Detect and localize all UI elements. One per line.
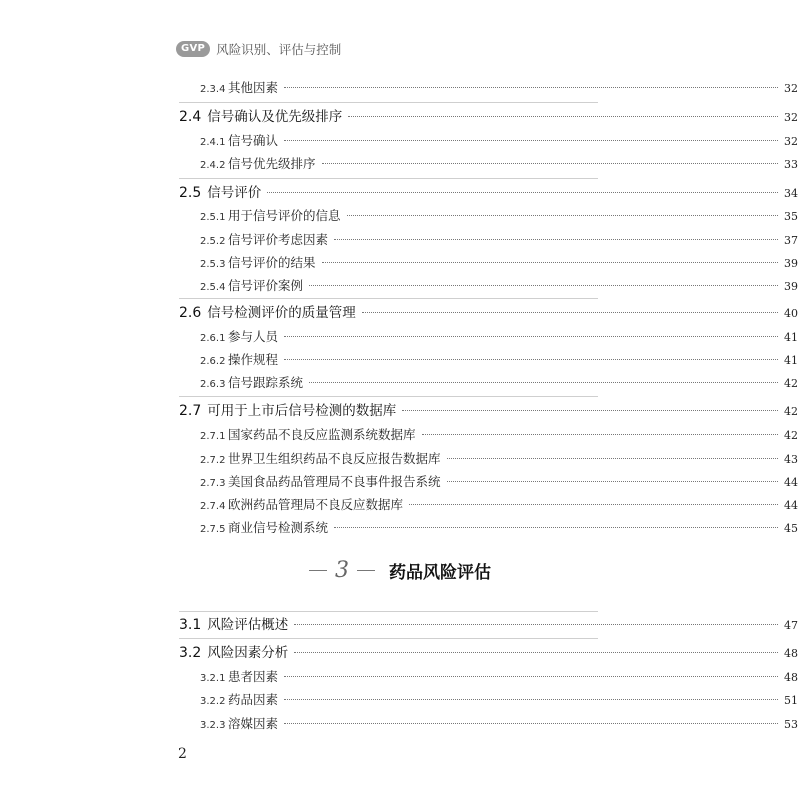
dot-leader (347, 215, 778, 216)
dot-leader (348, 116, 778, 117)
toc-entry-number: 3.2.1 (200, 673, 226, 684)
toc-entry-page: 41 (784, 331, 798, 344)
toc-entry-number: 2.6.3 (200, 379, 226, 390)
gvp-logo: GVP (176, 41, 210, 57)
toc-entry-number: 2.7.2 (200, 455, 226, 466)
toc-section-title: 可用于上市后信号检测的数据库 (207, 403, 397, 419)
toc-section-page: 48 (784, 647, 798, 660)
toc-entry-title: 信号评价案例 (228, 278, 304, 293)
chapter-title: 药品风险评估 (389, 563, 491, 583)
chapter-dash-right (357, 570, 375, 571)
toc-entry-page: 42 (784, 377, 798, 390)
toc-section-page: 42 (784, 405, 798, 418)
toc-entry-title: 国家药品不良反应监测系统数据库 (228, 427, 416, 442)
toc-entry-number: 2.4.1 (200, 137, 226, 148)
dot-leader (284, 336, 778, 337)
dot-leader (309, 285, 778, 286)
section-divider (179, 638, 598, 639)
toc-entry-number: 2.4.2 (200, 160, 226, 171)
toc-section-number: 3.1 (179, 617, 202, 633)
toc-entry-title: 信号评价考虑因素 (228, 232, 329, 247)
toc-entry[interactable] (0, 276, 798, 296)
toc-section-number: 2.4 (179, 109, 202, 125)
toc-entry-page: 32 (784, 82, 798, 95)
toc-entry-title: 美国食品药品管理局不良事件报告系统 (228, 474, 441, 489)
toc-entry-number: 2.3.4 (200, 84, 226, 95)
dot-leader (309, 382, 778, 383)
toc-section-number: 2.7 (179, 403, 202, 419)
toc-entry[interactable] (0, 495, 798, 515)
toc-entry-number: 2.7.3 (200, 478, 226, 489)
dot-leader (294, 652, 778, 653)
dot-leader (284, 723, 778, 724)
chapter-dash-left (309, 570, 327, 571)
toc-entry-title: 操作规程 (228, 352, 279, 367)
toc-entry-title: 世界卫生组织药品不良反应报告数据库 (228, 451, 441, 466)
dot-leader (422, 434, 778, 435)
toc-entry-page: 39 (784, 257, 798, 270)
dot-leader (284, 87, 778, 88)
toc-entry-page: 39 (784, 280, 798, 293)
section-divider (179, 102, 598, 103)
toc-entry-title: 用于信号评价的信息 (228, 208, 341, 223)
toc-entry-title: 参与人员 (228, 329, 279, 344)
toc-entry[interactable] (0, 667, 798, 687)
toc-entry[interactable] (0, 206, 798, 226)
toc-section-number: 2.5 (179, 185, 202, 201)
dot-leader (334, 239, 778, 240)
toc-entry-page: 33 (784, 158, 798, 171)
toc-entry-number: 2.5.1 (200, 212, 226, 223)
toc-section[interactable] (0, 301, 798, 321)
toc-entry-page: 45 (784, 522, 798, 535)
toc-entry-number: 3.2.3 (200, 720, 226, 731)
toc-entry-title: 欧洲药品管理局不良反应数据库 (228, 497, 404, 512)
dot-leader (284, 699, 778, 700)
toc-entry-page: 37 (784, 234, 798, 247)
toc-section-page: 47 (784, 619, 798, 632)
toc-entry-page: 44 (784, 476, 798, 489)
toc-section-title: 信号检测评价的质量管理 (207, 305, 356, 321)
toc-section-page: 32 (784, 111, 798, 124)
section-divider (179, 298, 598, 299)
toc-entry-number: 2.5.4 (200, 282, 226, 293)
toc-section[interactable] (0, 641, 798, 661)
toc-entry-title: 信号评价的结果 (228, 255, 316, 270)
running-header (176, 40, 341, 58)
toc-entry[interactable] (0, 518, 798, 538)
toc-entry-title: 药品因素 (228, 692, 279, 707)
toc-section-number: 3.2 (179, 645, 202, 661)
toc-entry-number: 2.5.2 (200, 236, 226, 247)
toc-section-page: 40 (784, 307, 798, 320)
toc-section-page: 34 (784, 187, 798, 200)
toc-entry-page: 44 (784, 499, 798, 512)
page-number: 2 (178, 746, 187, 762)
toc-section-title: 信号确认及优先级排序 (207, 109, 343, 125)
toc-entry-title: 其他因素 (228, 80, 279, 95)
toc-entry[interactable] (0, 131, 798, 151)
toc-section-title: 风险评估概述 (207, 617, 289, 633)
toc-entry-title: 商业信号检测系统 (228, 520, 329, 535)
toc-entry[interactable] (0, 350, 798, 370)
toc-entry[interactable] (0, 714, 798, 734)
toc-entry-title: 信号确认 (228, 133, 279, 148)
toc-entry-page: 53 (784, 718, 798, 731)
toc-entry[interactable] (0, 472, 798, 492)
toc-entry[interactable] (0, 425, 798, 445)
toc-entry[interactable] (0, 253, 798, 273)
toc-entry[interactable] (0, 154, 798, 174)
toc-section-number: 2.6 (179, 305, 202, 321)
running-header-title: 风险识别、评估与控制 (216, 42, 342, 57)
toc-entry-page: 42 (784, 429, 798, 442)
dot-leader (284, 359, 778, 360)
toc-entry-page: 35 (784, 210, 798, 223)
dot-leader (294, 624, 778, 625)
toc-entry[interactable] (0, 78, 798, 98)
section-divider (179, 611, 598, 612)
toc-section-title: 信号评价 (207, 185, 262, 201)
dot-leader (447, 458, 778, 459)
dot-leader (284, 676, 778, 677)
dot-leader (267, 192, 778, 193)
dot-leader (447, 481, 778, 482)
toc-entry[interactable] (0, 373, 798, 393)
toc-section[interactable] (0, 399, 798, 419)
toc-entry-number: 3.2.2 (200, 696, 226, 707)
toc-entry[interactable] (0, 690, 798, 710)
toc-entry-page: 43 (784, 453, 798, 466)
toc-entry-page: 48 (784, 671, 798, 684)
dot-leader (322, 163, 778, 164)
toc-entry-number: 2.7.4 (200, 501, 226, 512)
toc-entry[interactable] (0, 230, 798, 250)
toc-entry-number: 2.6.1 (200, 333, 226, 344)
toc-entry-number: 2.5.3 (200, 259, 226, 270)
toc-entry-number: 2.6.2 (200, 356, 226, 367)
toc-section[interactable] (0, 181, 798, 201)
dot-leader (334, 527, 778, 528)
section-divider (179, 396, 598, 397)
chapter-heading (0, 558, 800, 583)
dot-leader (409, 504, 778, 505)
toc-entry[interactable] (0, 449, 798, 469)
dot-leader (362, 312, 778, 313)
toc-entry-title: 信号优先级排序 (228, 156, 316, 171)
dot-leader (402, 410, 778, 411)
toc-entry-page: 51 (784, 694, 798, 707)
section-divider (179, 178, 598, 179)
toc-entry-number: 2.7.5 (200, 524, 226, 535)
toc-entry[interactable] (0, 327, 798, 347)
toc-section-title: 风险因素分析 (207, 645, 289, 661)
toc-section[interactable] (0, 105, 798, 125)
toc-entry-title: 患者因素 (228, 669, 279, 684)
toc-entry-page: 32 (784, 135, 798, 148)
toc-entry-page: 41 (784, 354, 798, 367)
chapter-number: 3 (335, 558, 349, 583)
toc-entry-title: 信号跟踪系统 (228, 375, 304, 390)
toc-entry-number: 2.7.1 (200, 431, 226, 442)
toc-entry-title: 溶媒因素 (228, 716, 279, 731)
toc-section[interactable] (0, 613, 798, 633)
dot-leader (284, 140, 778, 141)
dot-leader (322, 262, 778, 263)
